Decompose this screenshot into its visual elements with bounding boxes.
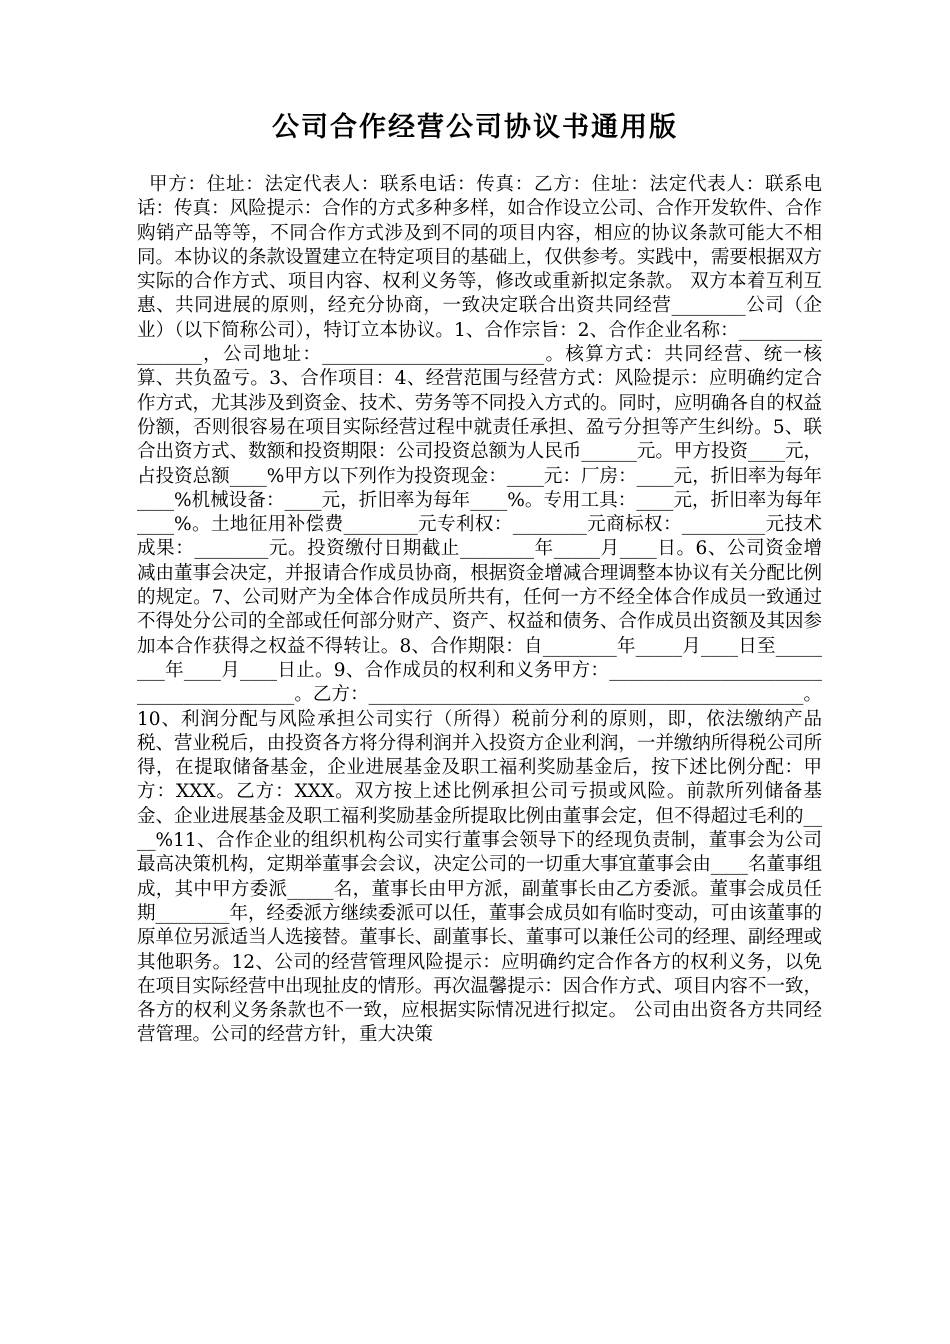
document-body: 甲方：住址：法定代表人：联系电话：传真：乙方：住址：法定代表人：联系电话：传真：风险提示：合作的方式多种多样，如合作设立公司、合作开发软件、合作购销产品等等，不同合作方式涉及到不同的项目内容，相应的协议条款可能大不相同。本协议的条款设置建立在特定项目的基础上，仅供参考。实践中，需要根据双方实际的合作方式、项目内容、权利义务等，修改或重新拟定条款。 双方本着互利互惠、共同进展的原则，经充分协商，一致决定联合出资共同经营________公司（企业）（以下简称公司），特订立本协议。1、合作宗旨：2、合作企业名称：________________，公司地址：________________________。核算方式：共同经营、统一核算、共负盈亏。3、合作项目：4、经营范围与经营方式：风险提示：应明确约定合作方式，尤其涉及到资金、技术、劳务等不同投入方式的。同时，应明确各自的权益份额，否则很容易在项目实际经营过程中就责任承担、盈亏分担等产生纠纷。5、联合出资方式、数额和投资期限：公司投资总额为人民币______元。甲方投资____元，占投资总额____%甲方以下列作为投资现金：____元：厂房：____元，折旧率为每年____%机械设备：____元，折旧率为每年____%。专用工具：____元，折旧率为每年____%。土地征用补偿费________元专利权：________元商标权：_________元技术成果：________元。投资缴付日期截止________年_____月____日。6、公司资金增减由董事会决定，并报请合作成员协商，根据资金增减合理调整本协议有关分配比例的规定。7、公司财产为全体合作成员所共有，任何一方不经全体合作成员一致通过不得处分公司的全部或任何部分财产、资产、权益和债务、合作成员出资额及其因参加本合作获得之权益不得转让。8、合作期限：自________年_____月____日至________年____月____日止。9、合作成员的权利和义务甲方：________________________________________。乙方：_______________________________________________。10、利润分配与风险承担公司实行（所得）税前分利的原则，即，依法缴纳产品税、营业税后，由投资各方将分得利润并入投资方企业利润，一并缴纳所得税公司所得，在提取储备基金，企业进展基金及职工福利奖励基金后，按下述比例分配：甲方：XXX。乙方：XXX。双方按上述比例承担公司亏损或风险。前款所列储备基金、企业进展基金及职工福利奖励基金所提取比例由董事会定，但不得超过毛利的____%11、合作企业的组织机构公司实行董事会领导下的经现负责制，董事会为公司最高决策机构，定期举董事会会议，决定公司的一切重大事宜董事会由____名董事组成，其中甲方委派_____名，董事长由甲方派，副董事长由乙方委派。董事会成员任期________年，经委派方继续委派可以任，董事会成员如有临时变动，可由该董事的原单位另派适当人选接替。董事长、副董事长、董事可以兼任公司的经理、副经理或其他职务。12、公司的经营管理风险提示：应明确约定合作各方的权利义务，以免在项目实际经营中出现扯皮的情形。再次温馨提示：因合作方式、项目内容不一致，各方的权利义务条款也不一致，应根据实际情况进行拟定。 公司由出资各方共同经营管理。公司的经营方针，重大决策 xyxy=(137,174,822,1046)
document-title: 公司合作经营公司协议书通用版 xyxy=(272,112,678,143)
